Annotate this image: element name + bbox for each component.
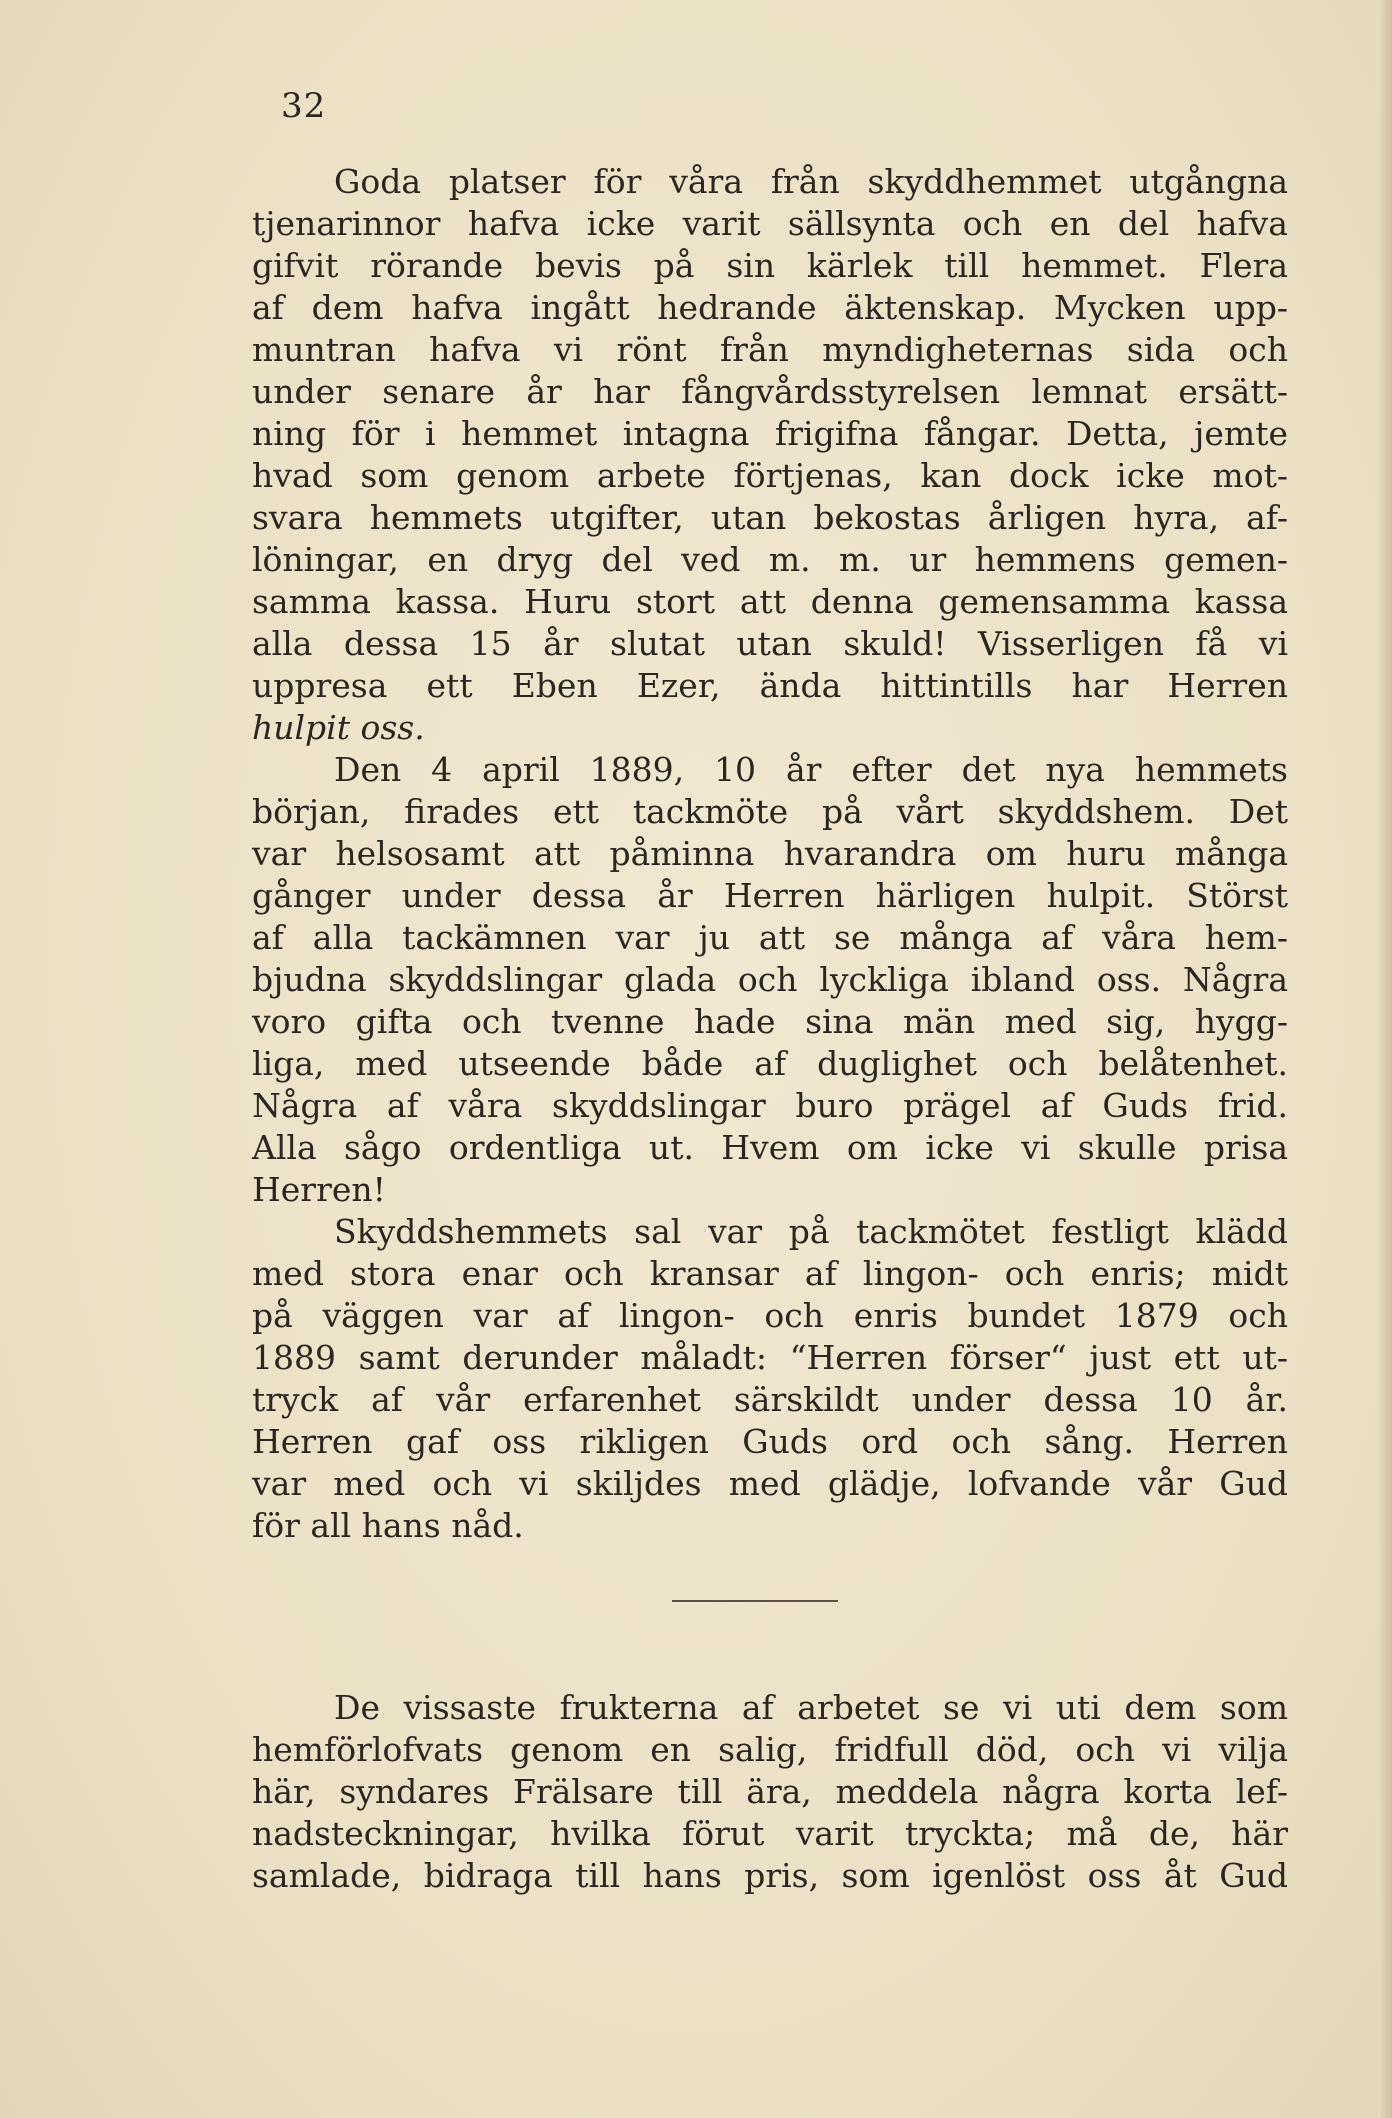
text-line: början, firades ett tackmöte på vårt skyddshem. Det xyxy=(252,792,1288,831)
text-line: här, syndares Frälsare till ära, meddela några korta lef- xyxy=(252,1772,1288,1811)
text-line: ning för i hemmet intagna frigifna fångar. Detta, jemte xyxy=(252,414,1288,453)
text-line: Herren! xyxy=(252,1170,386,1209)
text-line: alla dessa 15 år slutat utan skuld! Visserligen få vi xyxy=(252,624,1288,663)
text-line: samlade, bidraga till hans pris, som igenlöst oss åt Gud xyxy=(252,1856,1288,1895)
text-line: på väggen var af lingon- och enris bundet 1879 och xyxy=(252,1296,1288,1335)
text-line: under senare år har fångvårdsstyrelsen lemnat ersätt- xyxy=(252,372,1288,411)
text-line: för all hans nåd. xyxy=(252,1506,524,1545)
text-line: Några af våra skyddslingar buro prägel af Guds frid. xyxy=(252,1086,1288,1125)
text-line: bjudna skyddslingar glada och lyckliga ibland oss. Några xyxy=(252,960,1288,999)
text-line: voro gifta och tvenne hade sina män med sig, hygg- xyxy=(252,1002,1288,1041)
text-line: med stora enar och kransar af lingon- och enris; midt xyxy=(252,1254,1288,1293)
text-section-2 xyxy=(252,1687,1288,1897)
section-divider xyxy=(672,1600,838,1602)
text-line: samma kassa. Huru stort att denna gemensamma kassa xyxy=(252,582,1288,621)
text-line: hulpit oss. xyxy=(252,708,425,747)
text-line: liga, med utseende både af duglighet och belåtenhet. xyxy=(252,1044,1288,1083)
text-line: nadsteckningar, hvilka förut varit tryckta; må de, här xyxy=(252,1814,1288,1853)
text-line: svara hemmets utgifter, utan bekostas årligen hyra, af- xyxy=(252,498,1288,537)
page-number: 32 xyxy=(281,86,327,126)
text-line: tjenarinnor hafva icke varit sällsynta och en del hafva xyxy=(252,204,1288,243)
text-line: Herren gaf oss rikligen Guds ord och sång. Herren xyxy=(252,1422,1288,1461)
text-line: af dem hafva ingått hedrande äktenskap. Mycken upp- xyxy=(252,288,1288,327)
text-line: gånger under dessa år Herren härligen hulpit. Störst xyxy=(252,876,1288,915)
text-line: var med och vi skiljdes med glädje, lofvande vår Gud xyxy=(252,1464,1288,1503)
text-line: löningar, en dryg del ved m. m. ur hemmens gemen- xyxy=(252,540,1288,579)
page-edge xyxy=(1378,0,1392,2118)
text-section-1 xyxy=(252,161,1288,1547)
text-line: uppresa ett Eben Ezer, ända hittintills har Herren xyxy=(252,666,1288,705)
text-line: muntran hafva vi rönt från myndigheternas sida och xyxy=(252,330,1288,369)
text-line: var helsosamt att påminna hvarandra om huru många xyxy=(252,834,1288,873)
text-line: Skyddshemmets sal var på tackmötet festligt klädd xyxy=(334,1212,1288,1251)
text-line: De vissaste frukterna af arbetet se vi uti dem som xyxy=(334,1688,1288,1727)
text-line: gifvit rörande bevis på sin kärlek till hemmet. Flera xyxy=(252,246,1288,285)
text-line: hvad som genom arbete förtjenas, kan dock icke mot- xyxy=(252,456,1288,495)
text-line: tryck af vår erfarenhet särskildt under dessa 10 år. xyxy=(252,1380,1288,1419)
text-line: hemförlofvats genom en salig, fridfull död, och vi vilja xyxy=(252,1730,1288,1769)
text-line: Den 4 april 1889, 10 år efter det nya hemmets xyxy=(334,750,1288,789)
text-line: af alla tackämnen var ju att se många af våra hem- xyxy=(252,918,1288,957)
text-line: 1889 samt derunder måladt: “Herren förser“ just ett ut- xyxy=(252,1338,1288,1377)
text-line: Goda platser för våra från skyddhemmet utgångna xyxy=(334,162,1288,201)
text-line: Alla sågo ordentliga ut. Hvem om icke vi skulle prisa xyxy=(252,1128,1288,1167)
